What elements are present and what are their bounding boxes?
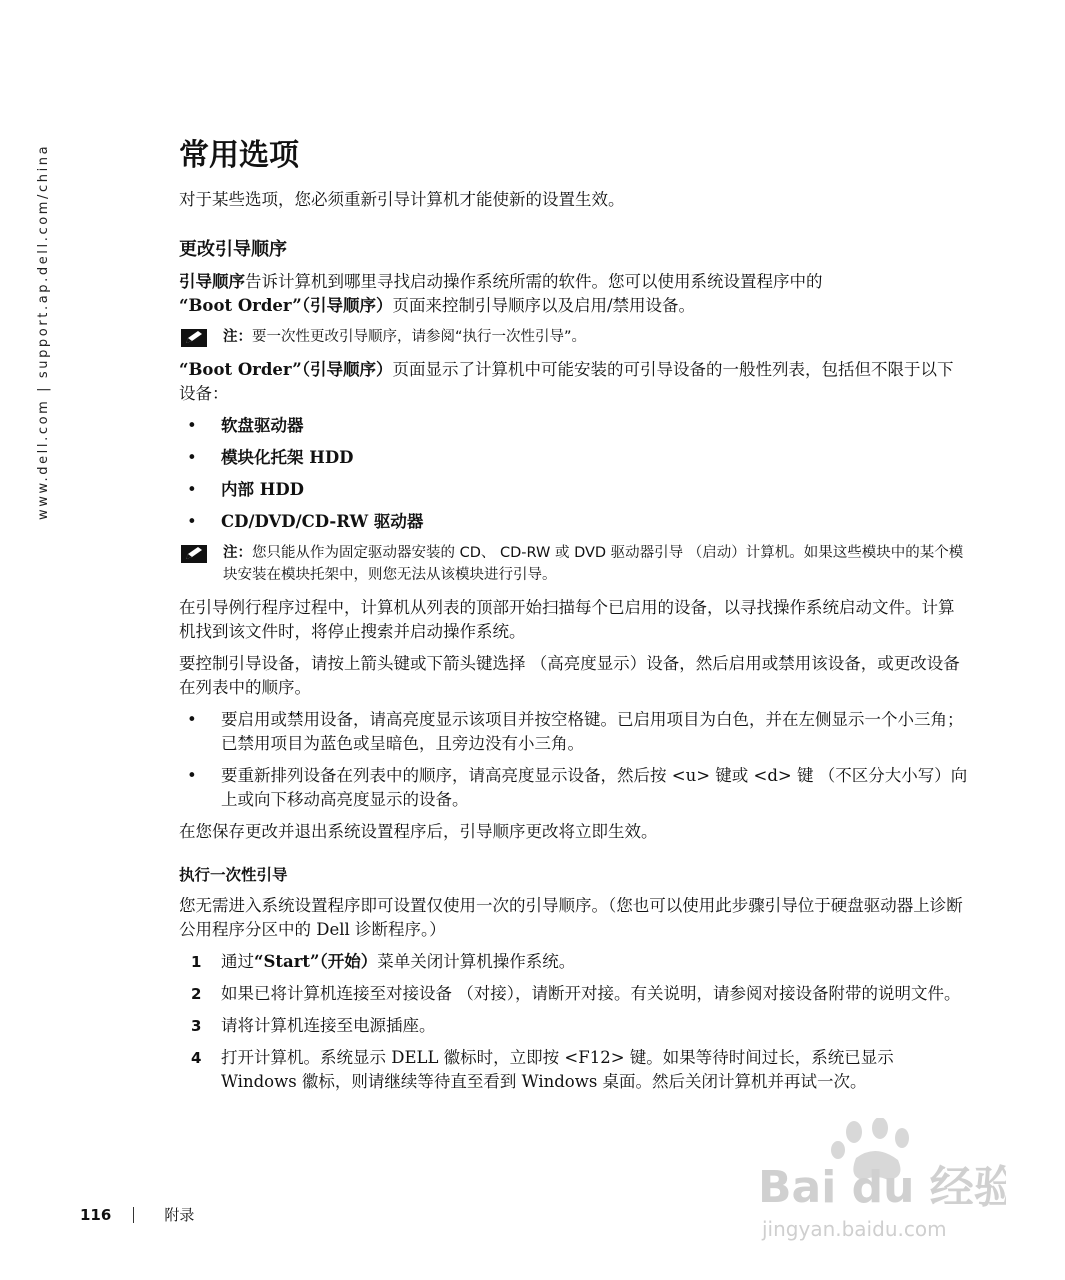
bullet-icon: • (187, 512, 197, 531)
note-one-time-boot (179, 326, 969, 348)
list-item (179, 478, 969, 502)
boot-order-page-name-2: “Boot Order”（引导顺序） (179, 360, 393, 379)
device-list (179, 414, 969, 534)
start-menu-name: “Start”（开始） (254, 952, 378, 971)
watermark-brand: Bai du 经验 (758, 1162, 1006, 1213)
step-text: 打开计算机。系统显示 DELL 徽标时，立即按 <F12> 键。如果等待时间过长，系统已显示 Windows 徽标，则请继续等待直至看到 Windows 桌面。然后关闭计算机并再试一次。 (221, 1048, 894, 1091)
step-text-post: 菜单关闭计算机操作系统。 (377, 952, 576, 971)
one-time-boot-paragraph: 您无需进入系统设置程序即可设置仅使用一次的引导顺序。（您也可以使用此步骤引导位于硬盘驱动器上诊断公用程序分区中的 Dell 诊断程序。） (179, 896, 963, 939)
boot-order-term: 引导顺序 (179, 272, 245, 291)
page-number: 116 (80, 1205, 112, 1224)
note-pencil-icon (181, 329, 207, 354)
note-text: 要一次性更改引导顺序，请参阅“执行一次性引导”。 (252, 329, 587, 345)
side-url: www.dell.com | support.ap.dell.com/china (36, 143, 51, 520)
step-text: 如果已将计算机连接至对接设备 （对接），请断开对接。有关说明，请参阅对接设备附带的说明文件。 (221, 984, 961, 1003)
list-item (179, 446, 969, 470)
footer-divider (133, 1207, 134, 1223)
page-title: 常用选项 (179, 138, 299, 173)
page-content (179, 134, 969, 1102)
step-number: 2 (191, 985, 202, 1003)
boot-devices-paragraph (179, 358, 969, 406)
list-item (179, 950, 969, 974)
list-item (179, 764, 969, 812)
note-pencil-icon (181, 545, 207, 570)
step-number: 1 (191, 953, 202, 971)
note-fixed-drive (179, 542, 969, 586)
list-item-text: CD/DVD/CD-RW 驱动器 (221, 512, 424, 531)
boot-control-paragraph: 要控制引导设备，请按上箭头键或下箭头键选择 （高亮度显示）设备，然后启用或禁用该设备，或更改设备在列表中的顺序。 (179, 654, 960, 697)
step-number: 3 (191, 1017, 202, 1035)
list-item-text: 要启用或禁用设备，请高亮度显示该项目并按空格键。已启用项目为白色，并在左侧显示一个小三角；已禁用项目为蓝色或呈暗色，且旁边没有小三角。 (221, 710, 964, 753)
section-heading-one-time-boot: 执行一次性引导 (179, 866, 288, 884)
boot-order-text-1: 告诉计算机到哪里寻找启动操作系统所需的软件。您可以使用系统设置程序中的 (245, 272, 823, 291)
list-item-text: 内部 HDD (221, 480, 304, 499)
baidu-paw-icon (756, 1118, 1006, 1248)
boot-routine-paragraph: 在引导例行程序过程中，计算机从列表的顶部开始扫描每个已启用的设备，以寻找操作系统启动文件。计算机找到该文件时，将停止搜索并启动操作系统。 (179, 598, 955, 641)
page-footer (80, 1204, 194, 1225)
boot-effect-paragraph: 在您保存更改并退出系统设置程序后，引导顺序更改将立即生效。 (179, 822, 658, 841)
boot-order-page-name: “Boot Order”（引导顺序） (179, 296, 393, 315)
bullet-icon: • (187, 448, 197, 467)
list-item (179, 1014, 969, 1038)
step-text: 请将计算机连接至电源插座。 (221, 1016, 436, 1035)
list-item-text: 软盘驱动器 (221, 416, 304, 435)
list-item (179, 1046, 969, 1094)
list-item-text: 模块化托架 HDD (221, 448, 354, 467)
boot-order-text-2: 页面来控制引导顺序以及启用/禁用设备。 (392, 296, 696, 315)
list-item-text: 要重新排列设备在列表中的顺序，请高亮度显示设备，然后按 <u> 键或 <d> 键 （不区分大小写）向上或向下移动高亮度显示的设备。 (221, 766, 968, 809)
watermark-url: jingyan.baidu.com (762, 1217, 947, 1241)
note-label: 注： (223, 329, 252, 345)
intro-paragraph: 对于某些选项，您必须重新引导计算机才能使新的设置生效。 (179, 190, 625, 209)
section-heading-boot-order: 更改引导顺序 (179, 239, 287, 260)
step-number: 4 (191, 1049, 202, 1067)
bullet-icon: • (187, 710, 197, 729)
bullet-icon: • (187, 766, 197, 785)
step-text-pre: 通过 (221, 952, 254, 971)
footer-section: 附录 (164, 1206, 195, 1224)
list-item (179, 414, 969, 438)
action-list (179, 708, 969, 812)
list-item (179, 510, 969, 534)
bullet-icon: • (187, 416, 197, 435)
boot-devices-text: 页面显示了计算机中可能安装的可引导设备的一般性列表，包括但不限于以下设备： (179, 360, 954, 403)
bullet-icon: • (187, 480, 197, 499)
note-label: 注： (223, 545, 252, 561)
boot-order-paragraph (179, 270, 969, 318)
list-item (179, 708, 969, 756)
step-list (179, 950, 969, 1094)
list-item (179, 982, 969, 1006)
baidu-watermark (756, 1118, 1006, 1248)
note-text: 您只能从作为固定驱动器安装的 CD、 CD-RW 或 DVD 驱动器引导 （启动）计算机。如果这些模块中的某个模块安装在模块托架中，则您无法从该模块进行引导。 (223, 545, 964, 583)
